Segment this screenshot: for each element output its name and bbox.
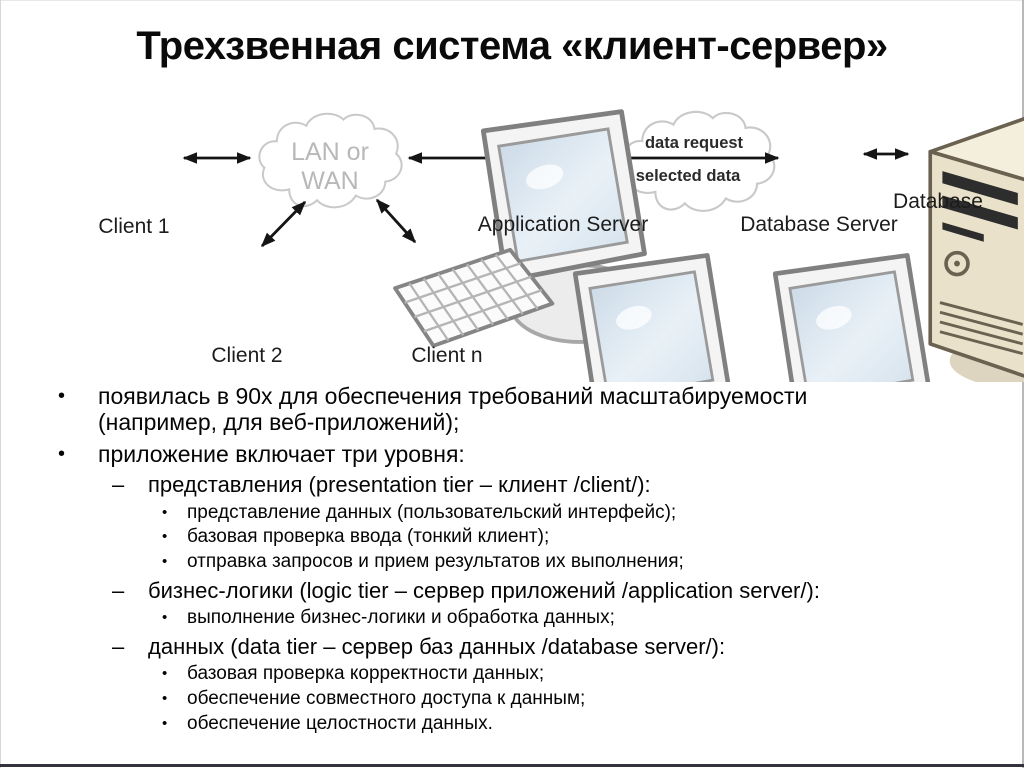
bullet-text: данных (data tier – сервер баз данных /database server/): xyxy=(148,634,726,660)
arrow-cloud-client2 xyxy=(262,202,305,246)
bullet-marker: • xyxy=(162,553,168,571)
selected-data-label: selected data xyxy=(635,167,741,185)
bullet-text: представления (presentation tier – клиент /client/): xyxy=(148,472,651,498)
bullet-marker: • xyxy=(162,665,168,683)
application-server-icon xyxy=(930,118,1024,382)
bullet-text: выполнение бизнес-логики и обработка данных; xyxy=(187,607,615,629)
client2-label: Client 2 xyxy=(211,344,283,367)
bullet-marker: – xyxy=(112,578,125,603)
bullet-text: приложение включает три уровня: xyxy=(98,440,465,467)
bullet-marker: • xyxy=(162,690,168,708)
bullet-text: базовая проверка корректности данных; xyxy=(187,663,545,685)
bullet-marker: • xyxy=(162,609,168,627)
cloud-label-line2: WAN xyxy=(301,167,359,195)
data-flow-cloud-icon xyxy=(624,112,775,211)
bullet-text: появилась в 90х для обеспечения требований масштабируемости (например, для веб-приложений); xyxy=(98,383,808,436)
cloud-label-line1: LAN or xyxy=(291,138,369,166)
application-server-label: Application Server xyxy=(477,213,649,236)
bullet-text: представление данных (пользовательский интерфейс); xyxy=(187,501,677,523)
bullet-marker: – xyxy=(112,472,125,498)
bullet-text: бизнес-логики (logic tier – сервер приложений /application server/): xyxy=(148,578,820,603)
bullet-item xyxy=(0,551,1024,574)
client1-label: Client 1 xyxy=(98,215,170,238)
bullet-item xyxy=(0,713,1024,736)
bullet-marker: • xyxy=(162,528,168,546)
bullet-item xyxy=(0,526,1024,549)
bullet-marker: • xyxy=(162,503,168,521)
database-server-label: Database Server xyxy=(740,213,898,236)
bullet-marker: – xyxy=(112,634,125,660)
bullet-marker: • xyxy=(58,442,66,465)
bullet-item xyxy=(0,578,1024,603)
bullet-marker: • xyxy=(162,714,168,732)
bullet-item xyxy=(0,634,1024,659)
bullet-item xyxy=(0,502,1024,525)
architecture-diagram xyxy=(0,90,1024,382)
bullet-item xyxy=(0,472,1024,497)
bullet-text: обеспечение целостности данных. xyxy=(187,712,493,734)
bullet-text: отправка запросов и прием результатов их выполнения; xyxy=(187,551,684,573)
bullet-text: обеспечение совместного доступа к данным; xyxy=(187,688,586,710)
data-request-label: data request xyxy=(644,134,744,152)
bullet-list xyxy=(0,383,1024,738)
clientn-label: Client n xyxy=(411,344,483,367)
bullet-item xyxy=(0,688,1024,711)
page-title: Трехзвенная система «клиент-сервер» xyxy=(136,24,888,68)
bullet-item xyxy=(0,383,1024,436)
bullet-item xyxy=(0,441,1024,467)
bullet-marker: • xyxy=(58,385,66,407)
bullet-item xyxy=(0,663,1024,686)
bullet-item xyxy=(0,607,1024,630)
database-label: Database xyxy=(893,190,983,213)
arrow-cloud-clientn xyxy=(377,200,415,242)
slide-bottom-rule xyxy=(0,764,1024,767)
bullet-text: базовая проверка ввода (тонкий клиент); xyxy=(187,526,550,548)
